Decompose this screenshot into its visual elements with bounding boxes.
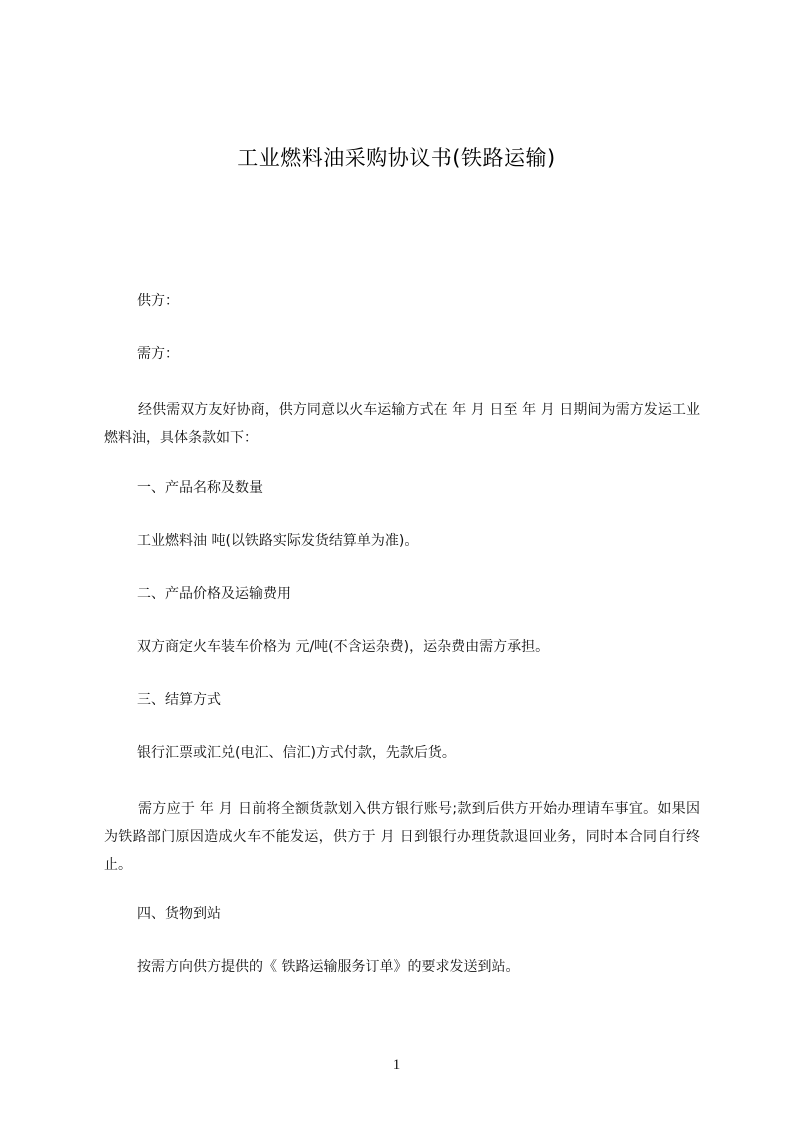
section-heading-product: 一、产品名称及数量 <box>137 480 263 496</box>
page-number: 1 <box>392 1057 401 1073</box>
section-body-destination: 按需方向供方提供的《 铁路运输服务订单》的要求发送到站。 <box>137 959 520 975</box>
section-heading-destination: 四、货物到站 <box>137 906 221 922</box>
document-title: 工业燃料油采购协议书(铁路运输) <box>237 146 556 170</box>
section-body-price: 双方商定火车装车价格为 元/吨(不含运杂费)，运杂费由需方承担。 <box>137 639 550 655</box>
intro-paragraph: 经供需双方友好协商，供方同意以火车运输方式在 年 月 日至 年 月 日期间为需方发运工业燃料油，具体条款如下： <box>104 402 700 446</box>
supplier-label: 供方： <box>137 293 179 309</box>
payment-terms-paragraph: 需方应于 年 月 日前将全额货款划入供方银行账号;款到后供方开始办理请车事宜。如果因为铁路部门原因造成火车不能发运，供方于 月 日到银行办理货款退回业务，同时本合同自行终止。 <box>104 801 700 873</box>
section-body-settlement: 银行汇票或汇兑(电汇、信汇)方式付款，先款后货。 <box>137 745 456 761</box>
section-body-product: 工业燃料油 吨(以铁路实际发货结算单为准)。 <box>137 533 419 549</box>
section-heading-settlement: 三、结算方式 <box>137 692 221 708</box>
section-heading-price: 二、产品价格及运输费用 <box>137 586 291 602</box>
buyer-label: 需方： <box>137 346 179 362</box>
